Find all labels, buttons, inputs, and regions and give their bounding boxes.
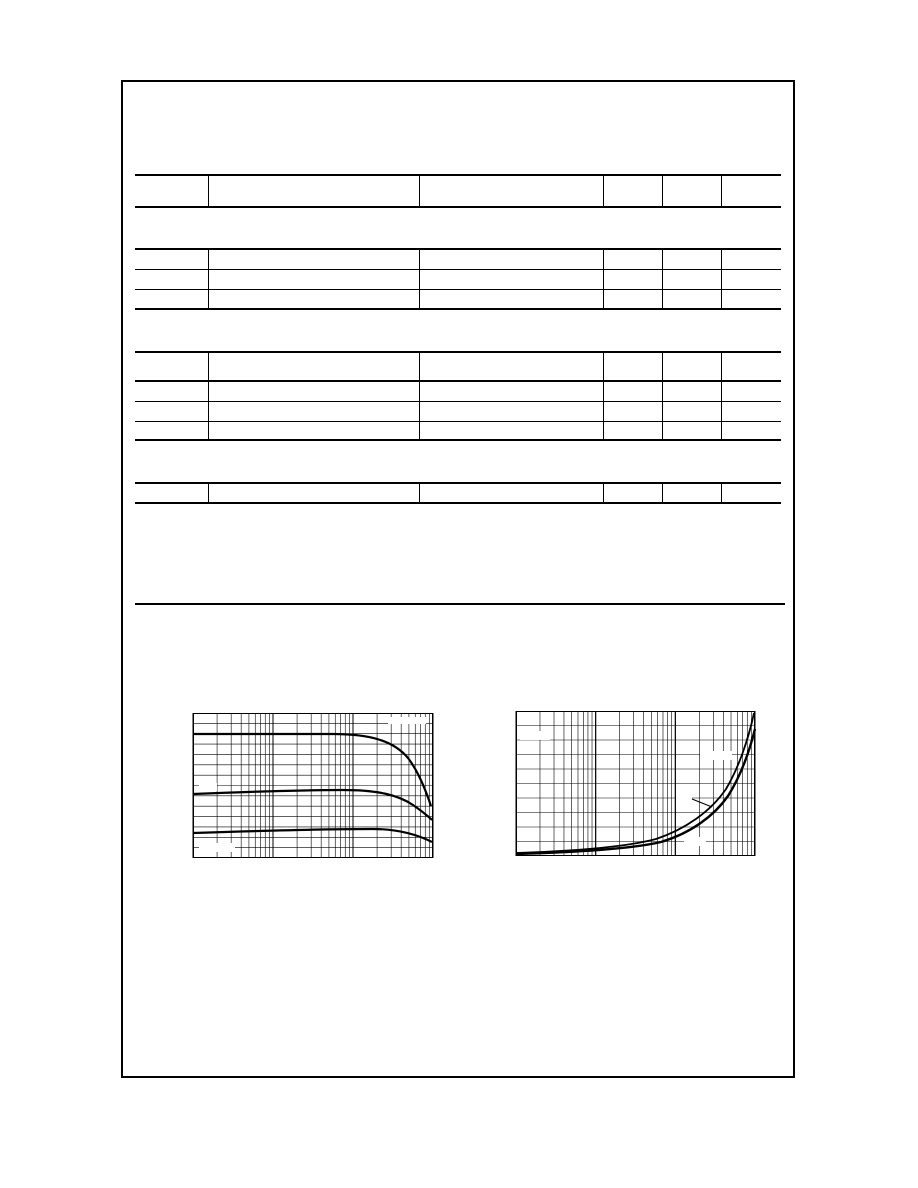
column-divider <box>419 175 420 207</box>
column-divider <box>721 483 722 503</box>
table-rule <box>135 421 781 422</box>
table-rule <box>135 482 781 484</box>
column-divider <box>419 483 420 503</box>
table-rule <box>135 289 781 290</box>
column-divider <box>662 175 663 207</box>
column-divider <box>721 352 722 440</box>
label-mask <box>520 731 550 740</box>
chart-grid <box>516 711 755 856</box>
column-divider <box>208 175 209 207</box>
series-line <box>193 734 431 806</box>
annotation-leader <box>692 799 712 807</box>
column-divider <box>603 352 604 440</box>
table-rule <box>135 248 781 250</box>
column-divider <box>721 175 722 207</box>
column-divider <box>603 249 604 309</box>
table-rule <box>135 401 781 402</box>
label-mask <box>388 717 426 724</box>
table-rule <box>135 351 781 353</box>
column-divider <box>603 483 604 503</box>
page-frame <box>121 80 795 1078</box>
series-line <box>193 790 432 820</box>
column-divider <box>208 483 209 503</box>
series-line <box>516 729 755 854</box>
table-rule <box>135 206 781 208</box>
table-rule <box>135 502 781 504</box>
label-mask <box>700 751 732 760</box>
column-divider <box>662 483 663 503</box>
table-rule <box>135 439 781 441</box>
label-mask <box>199 783 217 791</box>
column-divider <box>603 175 604 207</box>
table-rule <box>135 380 781 382</box>
column-divider <box>662 352 663 440</box>
column-divider <box>721 249 722 309</box>
label-mask <box>199 843 235 852</box>
chart-right <box>516 711 755 856</box>
column-divider <box>662 249 663 309</box>
series-line <box>193 829 432 842</box>
column-divider <box>208 352 209 440</box>
table-rule <box>135 269 781 270</box>
column-divider <box>419 352 420 440</box>
table-rule <box>135 308 781 310</box>
section-separator <box>135 603 785 605</box>
column-divider <box>208 249 209 309</box>
chart-left <box>193 713 433 858</box>
series-line <box>516 713 754 853</box>
label-mask <box>676 795 692 809</box>
table-rule <box>135 174 781 176</box>
column-divider <box>419 249 420 309</box>
label-mask <box>684 837 706 846</box>
